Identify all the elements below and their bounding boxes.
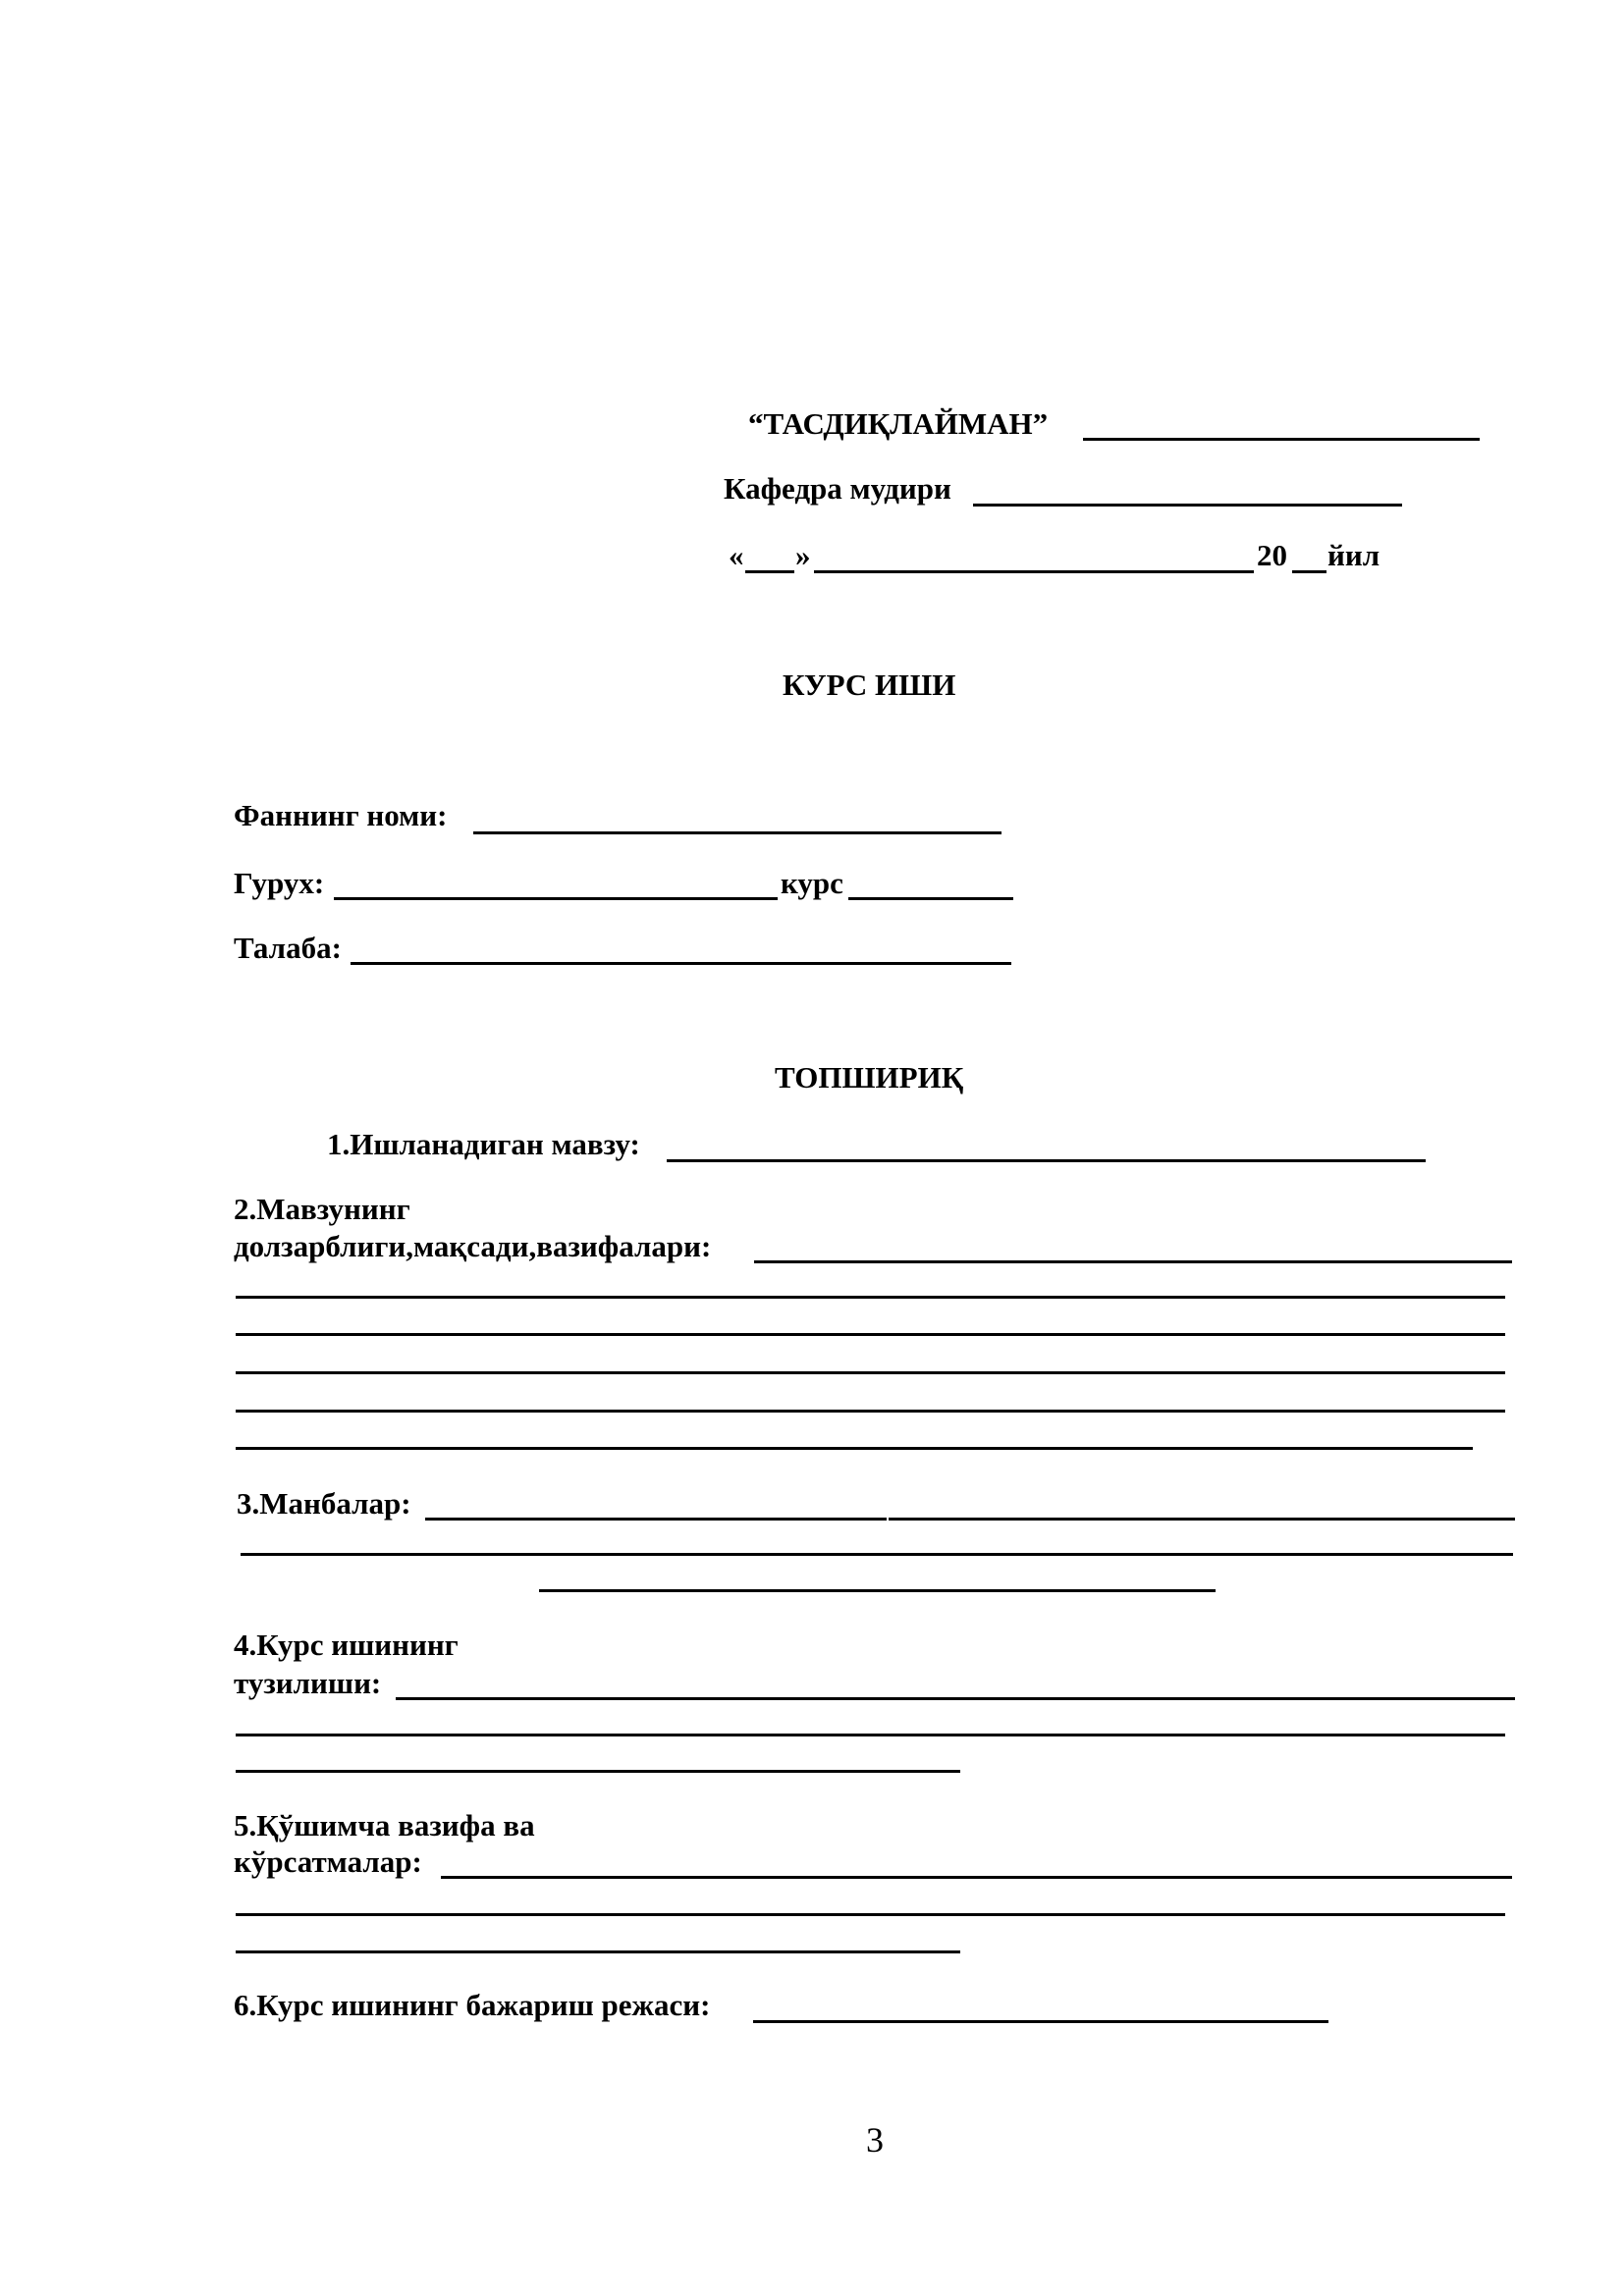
date-open-quote: « (729, 538, 744, 572)
item2-line[interactable] (236, 1296, 1505, 1299)
page-number: 3 (866, 2120, 884, 2160)
date-day-line[interactable] (745, 570, 794, 573)
item5-label-line2: кўрсатмалар: (234, 1844, 422, 1879)
item6-line[interactable] (753, 2020, 1328, 2023)
item4-line[interactable] (396, 1697, 1515, 1700)
approval-signature-line[interactable] (1083, 438, 1480, 441)
year-suffix: йил (1327, 538, 1380, 572)
item3-line[interactable] (539, 1589, 1216, 1592)
group-line[interactable] (334, 897, 778, 900)
department-head-label: Кафедра мудири (724, 471, 951, 506)
item2-line[interactable] (236, 1447, 1473, 1450)
item2-line[interactable] (236, 1371, 1505, 1374)
item1-line[interactable] (667, 1159, 1426, 1162)
item2-label-line2: долзарблиги,мақсади,вазифалари: (234, 1229, 712, 1263)
item5-line[interactable] (441, 1876, 1512, 1879)
item5-label-line1: 5.Қўшимча вазифа ва (234, 1808, 535, 1842)
approval-title: “ТАСДИҚЛАЙМАН” (748, 406, 1049, 441)
item4-line[interactable] (236, 1734, 1505, 1736)
item2-line[interactable] (754, 1260, 1512, 1263)
item3-line[interactable] (889, 1518, 1515, 1521)
student-line[interactable] (351, 962, 1011, 965)
item4-label-line1: 4.Курс ишининг (234, 1628, 459, 1662)
item5-line[interactable] (236, 1950, 960, 1953)
group-label: Гурух: (234, 866, 325, 900)
item3-line[interactable] (241, 1553, 1513, 1556)
item3-label: 3.Манбалар: (237, 1486, 411, 1521)
item2-line[interactable] (236, 1410, 1505, 1413)
item1-label: 1.Ишланадиган мавзу: (327, 1127, 640, 1161)
item5-line[interactable] (236, 1913, 1505, 1916)
course-label: курс (781, 866, 843, 900)
year-line[interactable] (1292, 570, 1326, 573)
item4-label-line2: тузилиши: (234, 1666, 382, 1700)
item3-line[interactable] (425, 1518, 887, 1521)
item2-label-line1: 2.Мавзунинг (234, 1192, 410, 1226)
date-month-line[interactable] (814, 570, 1254, 573)
item2-line[interactable] (236, 1333, 1505, 1336)
student-label: Талаба: (234, 931, 342, 965)
subject-line[interactable] (473, 831, 1001, 834)
task-heading: ТОПШИРИҚ (775, 1060, 964, 1095)
item4-line[interactable] (236, 1770, 960, 1773)
subject-label: Фаннинг номи: (234, 798, 448, 832)
year-prefix: 20 (1257, 538, 1287, 572)
date-close-quote: » (795, 538, 811, 572)
course-line[interactable] (848, 897, 1013, 900)
department-head-line[interactable] (973, 504, 1402, 507)
document-title: КУРС ИШИ (783, 667, 956, 702)
item6-label: 6.Курс ишининг бажариш режаси: (234, 1988, 711, 2022)
